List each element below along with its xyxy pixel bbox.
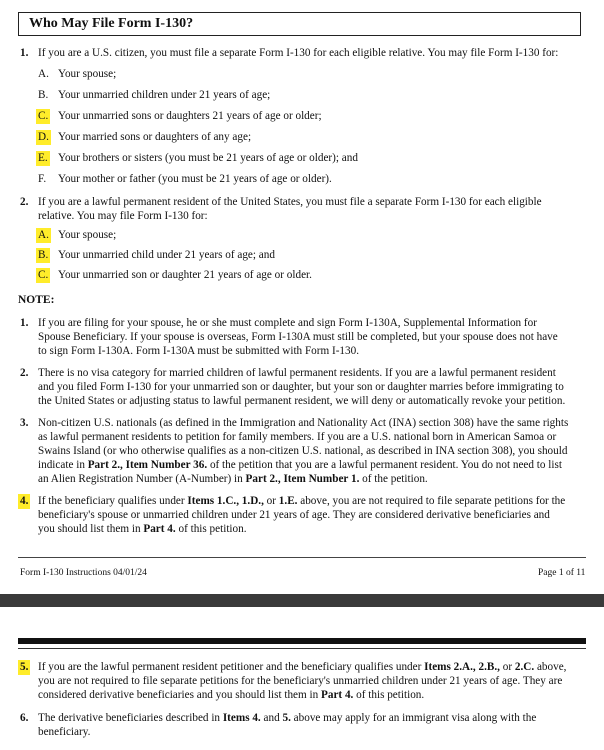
bold-reference: Part 2., Item Number 1. [245,473,360,485]
paragraph-line: There is no visa category for married children of lawful permanent residents. If you are a lawful permanent resident [38,367,556,379]
paragraph-line: to sign Form I-130A. Form I-130A must be submitted with Form I-130. [38,345,360,357]
list-letter: B. [38,89,49,101]
paragraph-line: Non-citizen U.S. nationals (as defined in the Immigration and Nationality Act (INA) section 308) have the same rights [38,417,569,429]
note-number: 1. [20,317,29,329]
bold-reference: Part 4. [143,523,176,535]
paragraph-line: If the beneficiary qualifies under Items 1.C., 1.D., or 1.E. above, you are not required to file separate petitions for the [38,495,566,507]
bold-reference: Part 2., Item Number 36. [87,459,208,471]
section-title: Who May File Form I-130? [29,16,194,31]
paragraph-line: If you are filing for your spouse, he or she must complete and sign Form I-130A, Supplemental Information for [38,317,537,329]
paragraph-line: relative. You may file Form I-130 for: [38,210,208,222]
highlighted-list-letter: D. [38,131,49,143]
list-item: Your spouse; [58,229,117,241]
bold-reference: 2.C. [514,661,535,673]
paragraph-line: and you filed Form I-130 for your unmarried son or daughter, but your son or daughter marries before immigrating to [38,381,564,393]
highlighted-list-letter: E. [38,152,48,164]
list-item: Your unmarried children under 21 years of age; [58,89,271,101]
paragraph: If you are a U.S. citizen, you must file a separate Form I-130 for each eligible relative. You may file Form I-130 for: [38,47,559,59]
bold-reference: Items 2.A., 2.B., [424,661,500,673]
paragraph-line: Spouse Beneficiary. If your spouse is overseas, Form I-130A must still be completed, but your spouse does not have [38,331,558,343]
list-item: Your mother or father (you must be 21 years of age or older). [58,173,332,185]
highlighted-list-letter: A. [38,229,49,241]
bold-reference: Items 4. [222,712,261,724]
page-break-divider [0,594,604,607]
paragraph-line: you are not required to file separate petitions for the beneficiary's unmarried children under 21 years of age. They are [38,675,563,687]
list-item: Your unmarried sons or daughters 21 years of age or older; [58,110,322,122]
paragraph-line: you should list them in Part 4. of this petition. [38,523,247,535]
highlighted-note-number: 4. [20,495,29,507]
page-header-thick-rule [18,638,586,644]
paragraph-line: The derivative beneficiaries described in Items 4. and 5. above may apply for an immigrant visa along with the [38,712,537,724]
paragraph-line: considered derivative beneficiaries and you should list them in Part 4. of this petition. [38,689,425,701]
highlighted-note-number: 5. [20,661,29,673]
bold-reference: Part 4. [321,689,354,701]
paragraph-line: If you are a lawful permanent resident of the United States, you must file a separate Form I-130 for each eligible [38,196,542,208]
paragraph-line: as lawful permanent residents to petition for family members. If you are a U.S. national born in American Samoa or [38,431,557,443]
item-number: 2. [20,196,29,208]
highlighted-list-letter: C. [38,269,49,281]
paragraph-line: If you are the lawful permanent resident petitioner and the beneficiary qualifies under Items 2.A., 2.B., or 2.C. above, [38,661,567,673]
footer-form-info: Form I-130 Instructions 04/01/24 [20,568,147,578]
list-item: Your unmarried child under 21 years of age; and [58,249,275,261]
paragraph-line: beneficiary's spouse or unmarried children under 21 years of age. They are considered derivative beneficiaries and [38,509,550,521]
list-item: Your married sons or daughters of any age; [58,131,252,143]
note-number: 3. [20,417,29,429]
list-letter: F. [38,173,47,185]
list-item: Your unmarried son or daughter 21 years of age or older. [58,269,312,281]
paragraph-line: indicate in Part 2., Item Number 36. of the petition that you are a lawful permanent resident. You do not need to list [38,459,562,471]
paragraph-line: Swains Island (or who otherwise qualifies as a non-citizen U.S. national, as described in INA section 308), you should [38,445,568,457]
footer-page-number: Page 1 of 11 [538,568,586,578]
item-number: 1. [20,47,29,59]
note-number: 2. [20,367,29,379]
bold-reference: Items 1.C., 1.D., [187,495,264,507]
bold-reference: 1.E. [278,495,298,507]
highlighted-list-letter: C. [38,110,49,122]
footer-rule [18,557,586,558]
page-header-thin-rule [18,648,586,649]
paragraph-line: the United States or adjusting status to lawful permanent resident, we will deny or automatically revoke your petition. [38,395,566,407]
list-item: Your brothers or sisters (you must be 21 years of age or older); and [58,152,358,164]
paragraph-line: beneficiary. [38,726,91,738]
list-letter: A. [38,68,49,80]
list-item: Your spouse; [58,68,117,80]
note-number: 6. [20,712,29,724]
section-title-box [18,12,581,36]
note-heading: NOTE: [18,294,55,306]
paragraph-line: an Alien Registration Number (A-Number) in Part 2., Item Number 1. of the petition. [38,473,428,485]
highlighted-list-letter: B. [38,249,49,261]
bold-reference: 5. [282,712,291,724]
